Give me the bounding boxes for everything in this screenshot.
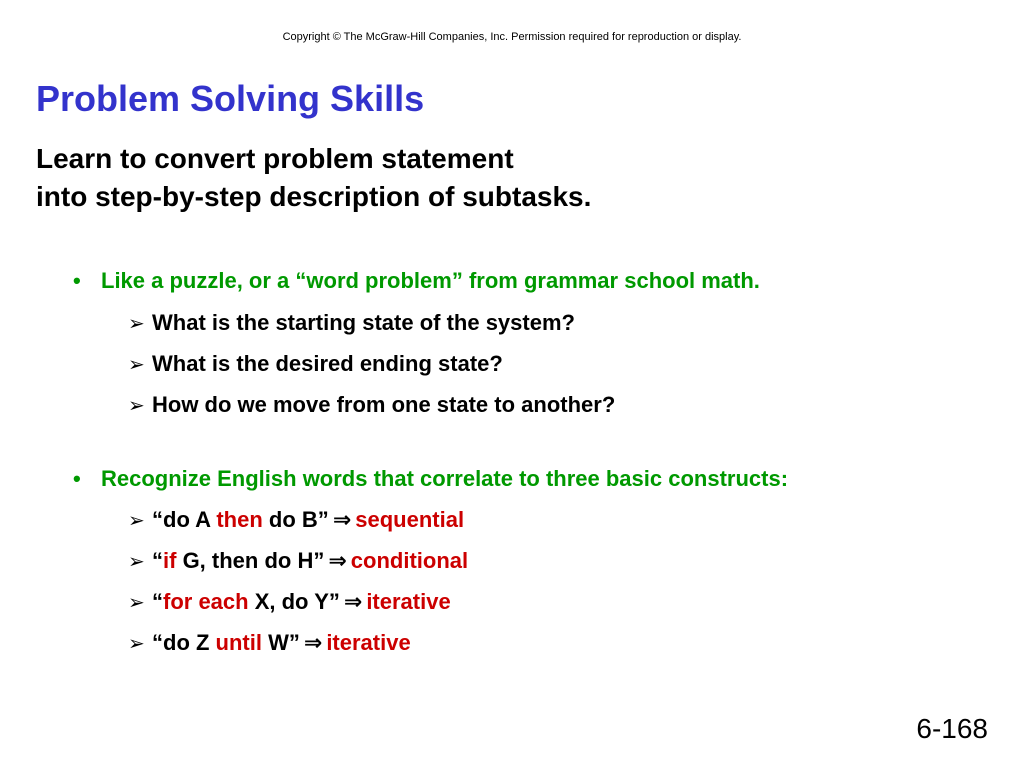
construct-result: sequential — [355, 507, 465, 532]
implies-icon: ⇒ — [303, 631, 323, 656]
subitem-starting-state — [128, 310, 575, 336]
construct-result: conditional — [350, 548, 469, 573]
bullet-recognize-words — [73, 466, 788, 492]
construct-result: iterative — [366, 589, 451, 614]
arrow-bullet-icon: ➢ — [128, 592, 145, 614]
subitem-ending-state — [128, 351, 503, 377]
bullet-puzzle — [73, 268, 760, 294]
slide-title: Problem Solving Skills — [36, 78, 425, 119]
arrow-bullet-icon: ➢ — [128, 510, 145, 532]
subitem-conditional — [128, 548, 468, 574]
implies-icon: ⇒ — [343, 590, 363, 615]
construct-text-end: X, do Y” — [248, 589, 340, 614]
bullet-dot-icon: • — [73, 466, 81, 491]
construct-text-end: G, then do H” — [176, 548, 325, 573]
arrow-bullet-icon: ➢ — [128, 313, 145, 335]
subitem-text: How do we move from one state to another? — [152, 392, 616, 417]
construct-keyword: if — [163, 548, 177, 573]
subitem-move-states — [128, 392, 615, 418]
subitem-iterative-until — [128, 630, 411, 656]
subtitle-line-1: Learn to convert problem statement — [36, 143, 514, 174]
arrow-bullet-icon: ➢ — [128, 633, 145, 655]
implies-icon: ⇒ — [328, 549, 347, 574]
construct-keyword: for each — [163, 589, 249, 614]
construct-result: iterative — [326, 630, 411, 655]
subitem-sequential — [128, 507, 464, 533]
bullet-text: Like a puzzle, or a “word problem” from grammar school math. — [101, 268, 760, 293]
copyright-notice: Copyright © The McGraw-Hill Companies, Inc. Permission required for reproduction or display. — [282, 31, 742, 43]
construct-text-end: W” — [261, 630, 300, 655]
bullet-dot-icon: • — [73, 268, 81, 293]
arrow-bullet-icon: ➢ — [128, 551, 145, 573]
arrow-bullet-icon: ➢ — [128, 354, 145, 376]
construct-keyword: until — [215, 630, 262, 655]
bullet-text: Recognize English words that correlate to three basic constructs: — [101, 466, 789, 491]
construct-text-start: “ — [152, 548, 163, 573]
implies-icon: ⇒ — [332, 508, 352, 533]
arrow-bullet-icon: ➢ — [128, 395, 145, 417]
subitem-iterative-for-each — [128, 589, 451, 615]
construct-text-start: “do Z — [152, 630, 216, 655]
slide-subtitle — [36, 140, 591, 216]
construct-text-start: “do A — [152, 507, 217, 532]
construct-text-start: “ — [152, 589, 163, 614]
subitem-text: What is the starting state of the system? — [152, 310, 575, 335]
subitem-text: What is the desired ending state? — [152, 351, 503, 376]
construct-text-end: do B” — [262, 507, 329, 532]
slide-number: 6-168 — [916, 713, 988, 744]
construct-keyword: then — [216, 507, 263, 532]
subtitle-line-2: into step-by-step description of subtasks. — [36, 181, 592, 212]
